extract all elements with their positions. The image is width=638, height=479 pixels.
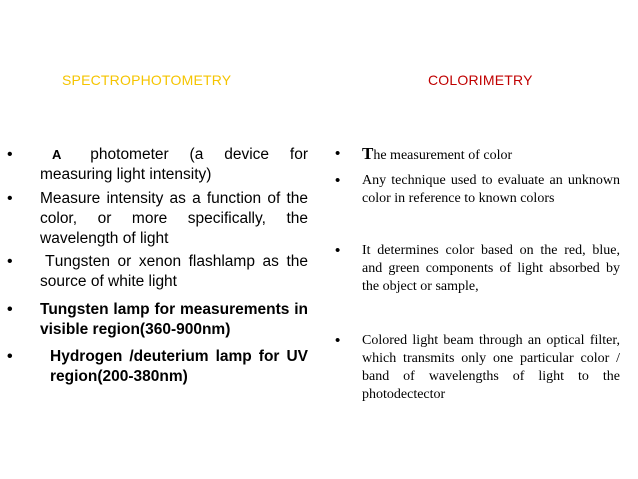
list-item-text: Colored light beam through an optical filter, which transmits only one particular color / band of wavelengths of light to the photodectector [362, 333, 620, 402]
list-item [335, 242, 620, 296]
list-item-text: ungsten or xenon flashlamp as the source of white light [40, 253, 308, 290]
list-item [7, 252, 308, 292]
bullet-icon: • [7, 190, 13, 207]
list-item-text: Measure intensity as a function of the color, or more specifically, the wavelength of light [40, 190, 308, 247]
list-item-text: Hydrogen /deuterium lamp for UV region(200-380nm) [50, 348, 308, 385]
bullet-icon: • [7, 301, 13, 318]
bullet-icon: • [335, 172, 341, 189]
list-item [335, 172, 620, 208]
list-item-lead: T [362, 144, 374, 163]
list-item [7, 189, 308, 249]
bullet-icon: • [7, 348, 13, 365]
bullet-icon: • [7, 146, 13, 163]
bullet-icon: • [335, 145, 341, 162]
list-item [7, 300, 308, 340]
list-item [7, 347, 308, 387]
list-item [335, 144, 620, 165]
colorimetry-heading: COLORIMETRY [428, 72, 533, 88]
spectrophotometry-heading: SPECTROPHOTOMETRY [62, 72, 232, 88]
bullet-icon: • [335, 332, 341, 349]
colorimetry-list [335, 144, 620, 404]
list-item-text: Tungsten lamp for measurements in visible region(360-900nm) [40, 301, 308, 338]
spectrophotometry-list [7, 145, 308, 387]
bullet-icon: • [7, 253, 13, 270]
list-item-text: he measurement of color [373, 148, 513, 163]
list-item [7, 145, 308, 185]
list-item-lead: T [45, 253, 55, 270]
list-item-text: Any technique used to evaluate an unknown color in reference to known colors [362, 173, 620, 206]
list-item [335, 332, 620, 404]
list-item-lead: A [52, 147, 62, 162]
list-item-text: It determines color based on the red, blue, and green components of light absorbed by the object or sample, [362, 243, 620, 294]
list-item-text: photometer (a device for measuring light intensity) [40, 146, 308, 183]
bullet-icon: • [335, 242, 341, 259]
